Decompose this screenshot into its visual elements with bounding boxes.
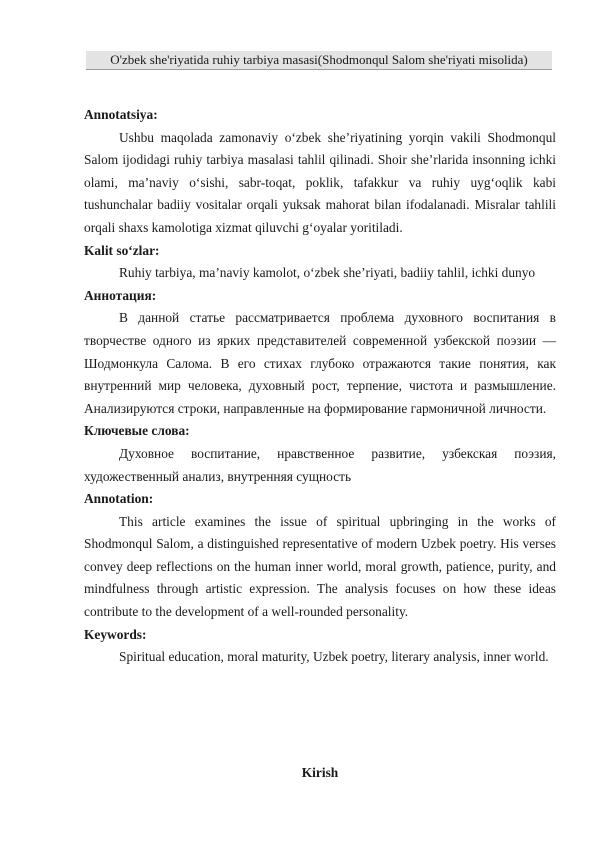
keywords-text: Spiritual education, moral maturity, Uzbek poetry, literary analysis, inner world. [119,649,549,665]
klyuchevye-slova-text: Духовное воспитание, нравственное развитие, узбекская поэзия, художественный анализ, внутренняя сущность [84,445,556,484]
annotaciya-ru-heading: Аннотация: [84,287,157,303]
keywords-heading: Keywords: [84,626,147,642]
kalit-sozlar-text: Ruhiy tarbiya, ma’naviy kamolot, o‘zbek she’riyati, badiiy tahlil, ichki dunyo [119,265,536,281]
article-title-band [86,51,552,70]
annotation-en-heading: Annotation: [84,491,154,507]
annotaciya-ru-text: В данной статье рассматривается проблема духовного воспитания в творчестве одного из ярких представителей современной узбекской поэзии — Шодмонкула Салома. В его стихах глубоко отражаются такие понятия, как внутренний мир человека, духовный рост, терпение, чистота и размышление. Анализируются строки, направленные на формирование гармоничной личности. [84,310,556,416]
abstract-section [84,104,556,669]
kalit-sozlar-heading: Kalit so‘zlar: [84,242,160,258]
kirish-heading: Kirish [301,765,339,780]
annotatsiya-text: Ushbu maqolada zamonaviy o‘zbek she’riyatining yorqin vakili Shodmonqul Salom ijodidagi ruhiy tarbiya masalasi tahlil qilinadi. Shoir she’rlarida insonning ichki olami, ma’naviy o‘sishi, sabr-toqat, poklik, tafakkur va ruhiy uyg‘oqlik kabi tushunchalar badiiy vositalar orqali yuksak mahorat bilan ifodalanadi. Misralar tahlili orqali shaxs kamolotiga xizmat qiluvchi g‘oyalar yoritiladi. [84,129,556,235]
article-title: O'zbek she'riyatida ruhiy tarbiya masasi(Shodmonqul Salom she'riyati misolida) [110,52,528,67]
annotation-en-text: This article examines the issue of spiritual upbringing in the works of Shodmonqul Salom, a distinguished representative of modern Uzbek poetry. His verses convey deep reflections on the human inner world, moral growth, patience, purity, and mindfulness through artistic expression. The analysis focuses on how these ideas contribute to the development of a well-rounded personality. [84,513,556,620]
annotatsiya-heading: Annotatsiya: [84,107,158,122]
klyuchevye-slova-heading: Ключевые слова: [84,423,190,439]
